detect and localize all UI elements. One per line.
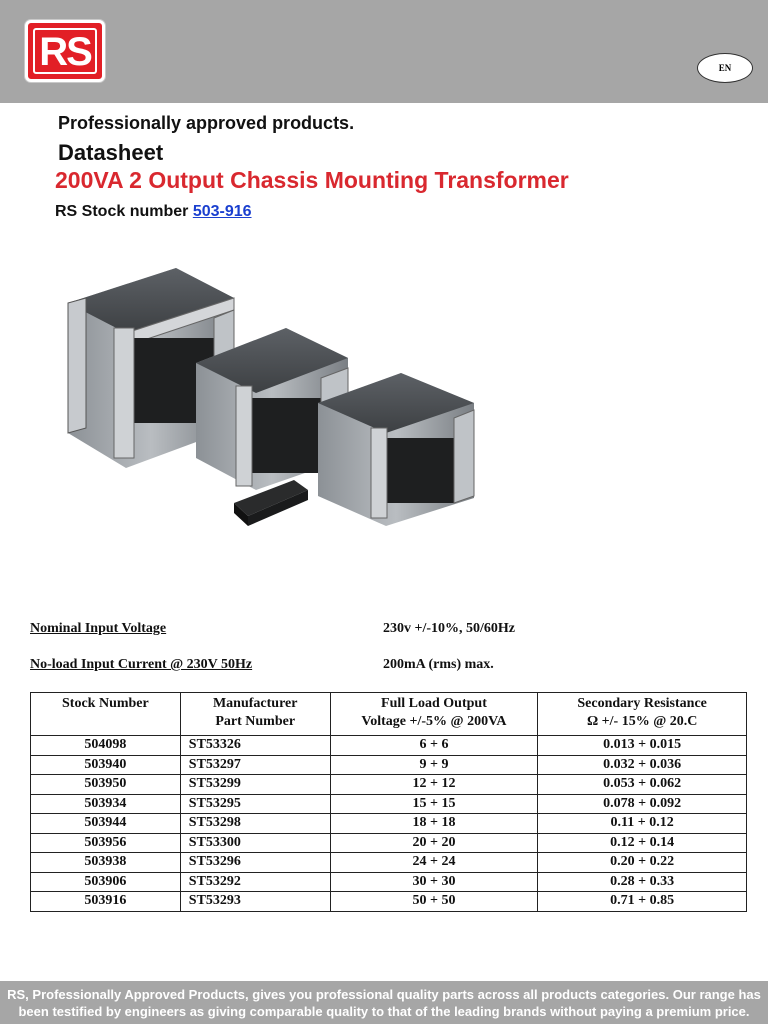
table-row: 503916 ST53293 50 + 50 0.71 + 0.85 (31, 892, 747, 912)
spec-label-input-current: No-load Input Current @ 230V 50Hz (30, 657, 253, 672)
table-row: 504098 ST53326 6 + 6 0.013 + 0.015 (31, 736, 747, 756)
spec-label-input-voltage: Nominal Input Voltage (30, 621, 167, 636)
language-button[interactable]: EN (697, 53, 753, 83)
table-row: 503940 ST53297 9 + 9 0.032 + 0.036 (31, 755, 747, 775)
table-row: 503938 ST53296 24 + 24 0.20 + 0.22 (31, 853, 747, 873)
footer-bar (0, 981, 768, 1024)
table-row: 503950 ST53299 12 + 12 0.053 + 0.062 (31, 775, 747, 795)
stock-number-line (55, 203, 252, 221)
rs-logo[interactable] (25, 20, 105, 82)
doc-type-heading: Datasheet (58, 140, 164, 165)
transformer-product-image (56, 258, 482, 536)
header-bar (0, 0, 768, 103)
table-row: 503934 ST53295 15 + 15 0.078 + 0.092 (31, 794, 747, 814)
header-output-voltage: Full Load Output Voltage +/-5% @ 200VA (330, 693, 538, 736)
table-row: 503906 ST53292 30 + 30 0.28 + 0.33 (31, 872, 747, 892)
footer-text: RS, Professionally Approved Products, gives you professional quality parts across all products categories. Our range has been testified by engineers as giving comparable quality to that of the leading brands without paying a premium price. (7, 987, 761, 1019)
header-manufacturer-part: Manufacturer Part Number (180, 693, 330, 736)
transformer-small (318, 373, 474, 526)
table-row: 503944 ST53298 18 + 18 0.11 + 0.12 (31, 814, 747, 834)
table-row: 503956 ST53300 20 + 20 0.12 + 0.14 (31, 833, 747, 853)
spec-value-input-current: 200mA (rms) max. (383, 657, 494, 672)
product-title: 200VA 2 Output Chassis Mounting Transformer (55, 167, 569, 193)
header-stock-number: Stock Number (31, 693, 181, 736)
specification-table (30, 692, 747, 912)
header-secondary-resistance: Secondary Resistance Ω +/- 15% @ 20.C (538, 693, 747, 736)
table-header-row (31, 693, 747, 736)
tagline: Professionally approved products. (58, 113, 355, 133)
spec-value-input-voltage: 230v +/-10%, 50/60Hz (383, 621, 516, 636)
connector-block (234, 480, 308, 526)
stock-number-label: RS Stock number (55, 203, 189, 220)
stock-number-link[interactable]: 503-916 (192, 203, 252, 220)
rs-logo-text: RS (33, 28, 97, 74)
